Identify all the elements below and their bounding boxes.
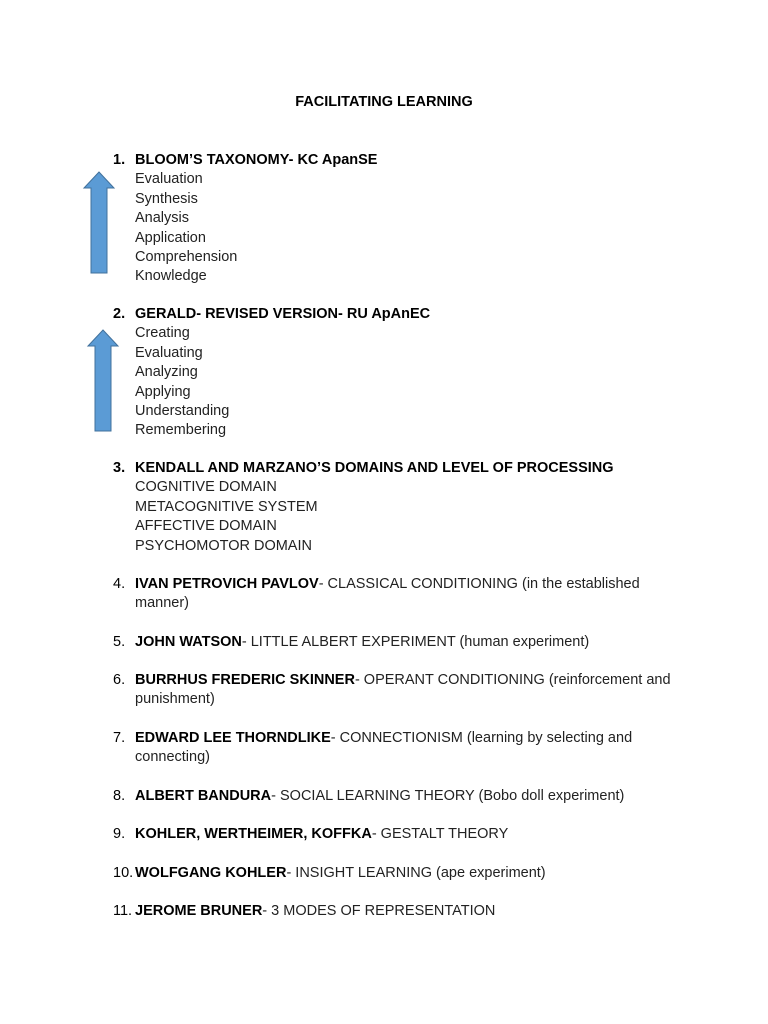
- section-number: 2.: [113, 306, 126, 322]
- entry-description: - SOCIAL LEARNING THEORY (Bobo doll experiment): [271, 788, 625, 804]
- list-entry-watson: [113, 633, 673, 652]
- list-item: Creating: [135, 325, 190, 342]
- entry-number: 4.: [113, 576, 126, 592]
- entry-description: - CONNECTIONISM (learning by selecting and connecting): [135, 730, 633, 766]
- list-item: Knowledge: [135, 268, 207, 285]
- section-heading: GERALD- REVISED VERSION- RU ApAnEC: [135, 306, 431, 322]
- entry-name: ALBERT BANDURA: [135, 788, 272, 804]
- entry-number: 8.: [113, 788, 126, 804]
- entry-name: JEROME BRUNER: [135, 903, 263, 919]
- entry-number: 11.: [113, 903, 133, 919]
- entry-name: EDWARD LEE THORNDLIKE: [135, 730, 331, 746]
- list-item: Synthesis: [135, 190, 198, 207]
- entry-description: - 3 MODES OF REPRESENTATION: [262, 903, 496, 919]
- list-entry-bruner: [113, 902, 673, 921]
- up-arrow-icon: [82, 171, 116, 275]
- entry-number: 10.: [113, 865, 134, 881]
- list-entry-bandura: [113, 787, 673, 806]
- list-entry-gestalt: [113, 825, 673, 844]
- entry-name: BURRHUS FREDERIC SKINNER: [135, 672, 355, 688]
- list-item: Evaluation: [135, 171, 203, 188]
- entry-description: - INSIGHT LEARNING (ape experiment): [286, 865, 546, 881]
- list-entry-skinner: [113, 671, 673, 710]
- list-item: Evaluating: [135, 344, 203, 361]
- entry-description: - OPERANT CONDITIONING (reinforcement and punishment): [135, 672, 671, 708]
- list-item: Remembering: [135, 422, 227, 439]
- document-title: FACILITATING LEARNING: [295, 94, 473, 110]
- entry-description: - GESTALT THEORY: [371, 826, 509, 842]
- list-item: Applying: [135, 383, 191, 400]
- list-item: AFFECTIVE DOMAIN: [135, 518, 277, 535]
- list-item: Application: [135, 229, 206, 246]
- entry-number: 9.: [113, 826, 126, 842]
- list-entry-kohler: [113, 864, 673, 883]
- list-item: COGNITIVE DOMAIN: [135, 479, 277, 496]
- entry-number: 6.: [113, 672, 126, 688]
- entry-name: KOHLER, WERTHEIMER, KOFFKA: [135, 826, 372, 842]
- entry-number: 5.: [113, 634, 126, 650]
- list-item: Analyzing: [135, 364, 198, 381]
- list-item: Understanding: [135, 403, 230, 419]
- list-entry-thorndlike: [113, 729, 673, 768]
- list-item: Comprehension: [135, 249, 238, 265]
- list-item: Analysis: [135, 210, 189, 227]
- entry-name: IVAN PETROVICH PAVLOV: [135, 576, 319, 592]
- entry-name: JOHN WATSON: [135, 634, 242, 650]
- entry-description: - CLASSICAL CONDITIONING (in the established manner): [135, 576, 640, 612]
- list-entry-pavlov: [113, 575, 673, 614]
- entry-name: WOLFGANG KOHLER: [135, 865, 287, 881]
- section-heading: BLOOM’S TAXONOMY- KC ApanSE: [135, 152, 378, 168]
- list-item: PSYCHOMOTOR DOMAIN: [135, 537, 312, 554]
- section-number: 1.: [113, 152, 126, 168]
- section-heading: KENDALL AND MARZANO’S DOMAINS AND LEVEL OF PROCESSING: [135, 460, 614, 476]
- entry-description: - LITTLE ALBERT EXPERIMENT (human experiment): [241, 634, 590, 650]
- up-arrow-icon: [86, 329, 120, 433]
- list-item: METACOGNITIVE SYSTEM: [135, 498, 318, 515]
- entry-number: 7.: [113, 730, 126, 746]
- section-number: 3.: [113, 460, 126, 476]
